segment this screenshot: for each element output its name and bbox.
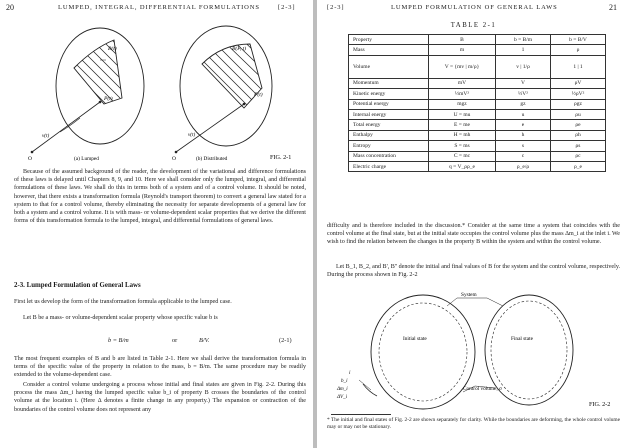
table-cell: Electric charge xyxy=(349,161,429,171)
table-cell: ρV xyxy=(551,78,606,88)
table-row xyxy=(349,99,606,109)
table-cell: h xyxy=(496,130,551,140)
footnote-rule xyxy=(331,414,391,415)
table-cell: 1 xyxy=(496,45,551,55)
figure-2-2 xyxy=(317,284,630,412)
table-row xyxy=(349,55,606,78)
label-delta-v-i: ΔV_i xyxy=(337,394,348,400)
table-cell: ½mV² xyxy=(429,89,496,99)
table-cell: 1 | 1 xyxy=(551,55,606,78)
table-cell: v | 1/ρ xyxy=(496,55,551,78)
table-title: TABLE 2-1 xyxy=(450,22,497,29)
table-cell: mgz xyxy=(429,99,496,109)
caption-lumped: (a) Lumped xyxy=(74,156,99,162)
table-cell: U = mu xyxy=(429,109,496,119)
table-cell: ρe xyxy=(551,120,606,130)
label-initial-state: Initial state xyxy=(403,336,427,342)
right-paragraph-2: Let B_1, B_2, and B', B'' denote the initial and final values of B for the system and the control volume, respectively. During the process shown in Fig. 2-2 xyxy=(327,264,620,279)
table-cell: H = mh xyxy=(429,130,496,140)
table-cell: Momentum xyxy=(349,78,429,88)
left-paragraph-4: The most frequent examples of B and b are listed in Table 2-1. Here we shall derive the transformation formula in terms of the specific value of the property in relation to the mass, b = B/m. The same procedure may be readily extended to the volume-dependent case. xyxy=(14,356,306,379)
table-cell: ρh xyxy=(551,130,606,140)
table-cell: s xyxy=(496,141,551,151)
table-cell: Enthalpy xyxy=(349,130,429,140)
table-row xyxy=(349,120,606,130)
table-cell: ρc xyxy=(551,151,606,161)
label-system: System xyxy=(461,292,477,298)
table-cell: m xyxy=(429,45,496,55)
figure-2-1 xyxy=(0,14,313,164)
table-cell: ½ρV² xyxy=(551,89,606,99)
table-header-cell: b = B/V xyxy=(551,35,606,45)
left-section-ref: [2-3] xyxy=(278,4,296,11)
table-header-cell: b = B/m xyxy=(496,35,551,45)
fig-2-1-label: FIG. 2-1 xyxy=(270,154,292,161)
label-v-t-b: v(t) xyxy=(188,132,196,138)
table-cell: c xyxy=(496,151,551,161)
table-cell: Volume xyxy=(349,55,429,78)
label-v-t: v(t) xyxy=(42,133,50,139)
table-cell: ρ xyxy=(551,45,606,55)
right-section-ref: [2-3] xyxy=(327,4,345,11)
table-row xyxy=(349,161,606,171)
right-page-number: 21 xyxy=(609,3,617,12)
right-running-head: LUMPED FORMULATION OF GENERAL LAWS xyxy=(391,4,558,11)
table-cell: V = {mv | m/ρ} xyxy=(429,55,496,78)
fig-2-2-label: FIG. 2-2 xyxy=(589,401,611,408)
label-b-i: b_i xyxy=(341,378,348,384)
table-cell: E = me xyxy=(429,120,496,130)
left-page-number: 20 xyxy=(6,3,14,12)
table-header-row xyxy=(349,35,606,45)
table-row xyxy=(349,109,606,119)
table-row xyxy=(349,45,606,55)
table-header-cell: B xyxy=(429,35,496,45)
left-running-head: LUMPED, INTEGRAL, DIFFERENTIAL FORMULATIONS xyxy=(58,4,260,11)
label-p-t: P(t) xyxy=(104,96,113,102)
left-paragraph-2: First let us develop the form of the transformation formula applicable to the lumped case. xyxy=(14,299,232,305)
left-paragraph-3: Let B be a mass- or volume-dependent scalar property whose specific value b is xyxy=(23,315,218,321)
table-cell: Entropy xyxy=(349,141,429,151)
table-row xyxy=(349,89,606,99)
equation-number: (2-1) xyxy=(279,337,292,344)
label-p-t-b: P(t) xyxy=(254,92,263,98)
table-cell: ½V² xyxy=(496,89,551,99)
table-cell: gz xyxy=(496,99,551,109)
table-row xyxy=(349,78,606,88)
table-row xyxy=(349,141,606,151)
equation-rhs: B/V. xyxy=(199,337,210,344)
table-cell: Internal energy xyxy=(349,109,429,119)
label-origin-a: O xyxy=(28,156,32,162)
label-inlet-i: i xyxy=(349,370,351,376)
caption-distributed: (b) Distributed xyxy=(196,156,228,162)
label-b-t: B(t) xyxy=(108,46,117,52)
table-cell: q = V_ρρ_e xyxy=(429,161,496,171)
table-cell: V xyxy=(496,78,551,88)
label-origin-b: O xyxy=(172,156,176,162)
equation-lhs: b = B/m xyxy=(108,337,129,344)
footnote: * The initial and final states of Fig. 2-2 are shown separately for clarity. While the boundaries are deforming, the whole control volume may or may not be stationary. xyxy=(327,417,620,430)
table-cell: Mass concentration xyxy=(349,151,429,161)
table-cell: Mass xyxy=(349,45,429,55)
table-cell: ρ_e xyxy=(551,161,606,171)
figure-2-1b-distributed xyxy=(172,24,284,162)
table-header-cell: Property xyxy=(349,35,429,45)
table-cell: Potential energy xyxy=(349,99,429,109)
equation-or: or xyxy=(172,337,178,344)
table-row xyxy=(349,130,606,140)
right-paragraph-1: difficulty and is therefore included in the discussion.* Consider at the same time a system that coincides with the control volume at the final state, but at the initial state occupies the control volume plus the mass Δm_i at the inlet i. We wish to find the relation between the changes in the property B within the system and within the control volume. xyxy=(327,223,620,246)
table-cell: S = ms xyxy=(429,141,496,151)
table-cell: mV xyxy=(429,78,496,88)
table-row xyxy=(349,151,606,161)
label-delta-m-i: Δm_i xyxy=(337,386,348,392)
label-final-state: Final state xyxy=(511,336,533,342)
table-cell: e xyxy=(496,120,551,130)
left-page xyxy=(0,0,313,448)
left-paragraph-5: Consider a control volume undergoing a process whose initial and final states are given in Fig. 2-2. During this process the mass Δm_i having the lumped specific value b_i of property B crosses the boundaries of the control volume at the location i. (Here Δ denotes a finite change in any property.) The expansion or contraction of the boundaries of the control volume does not represent any xyxy=(14,382,306,413)
label-control-volume: Control volume, σ xyxy=(463,386,502,392)
section-heading: 2-3. Lumped Formulation of General Laws xyxy=(14,282,141,289)
table-cell: C = mc xyxy=(429,151,496,161)
table-cell: ρu xyxy=(551,109,606,119)
left-paragraph-1: Because of the assumed background of the reader, the development of the variational and difference formulations of these laws is delayed until Chapters 8, 9, and 10. Here we shall consider only the lumped, integral, and differential formulations of these laws. We shall do this in terms both of a system and of a control volume. It should be noted, however, that there exists a transformation formula (Reynold's transport theorem) to convert a general law stated for a system to that for a control volume, thereby eliminating the necessity for separate developments of a general law for both a system and a control volume. It is with mass- or volume-dependent scalar properties that we derive the different forms of this transformation formula to the lumped, integral, and differential formulations of general laws. xyxy=(14,169,306,225)
table-cell: ρgz xyxy=(551,99,606,109)
figure-2-1a-lumped xyxy=(28,28,150,162)
figure-2-2-initial-state xyxy=(371,295,475,409)
label-b-p-t: B(P, t) xyxy=(232,46,246,52)
right-page xyxy=(317,0,630,448)
table-cell: u xyxy=(496,109,551,119)
table-cell: Kinetic energy xyxy=(349,89,429,99)
table-cell: ρs xyxy=(551,141,606,151)
table-cell: Total energy xyxy=(349,120,429,130)
table-2-1 xyxy=(348,34,606,172)
table-cell: ρ_e/ρ xyxy=(496,161,551,171)
